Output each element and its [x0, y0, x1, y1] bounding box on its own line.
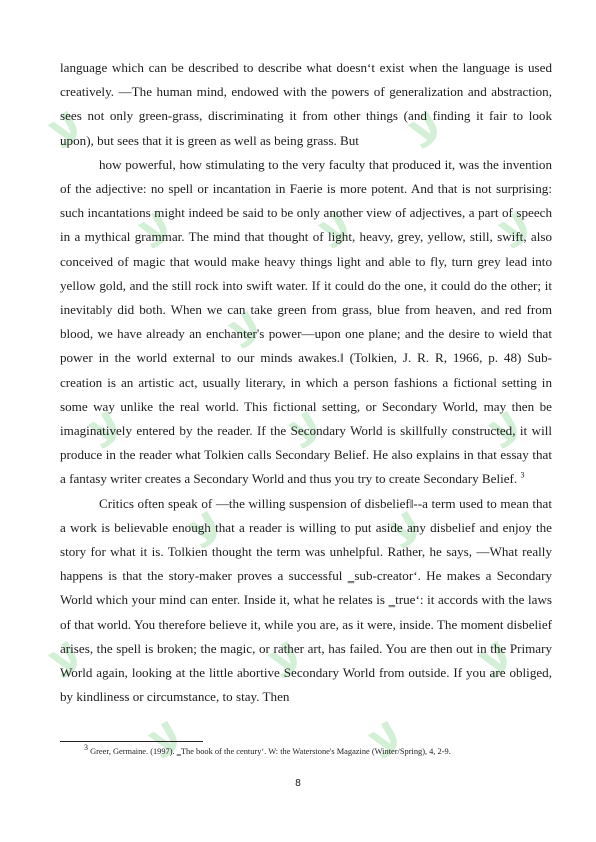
paragraph-2 — [60, 153, 552, 492]
footnote-divider — [60, 741, 203, 742]
svg-text:ﻻ: ﻻ — [262, 633, 311, 689]
footnote — [84, 743, 554, 757]
svg-text:ﻻ: ﻻ — [182, 503, 231, 559]
footnote-reference: 3 — [520, 471, 525, 481]
paragraph-2-text: how powerful, how stimulating to the very faculty that produced it, was the invention of the adjective: no spell or incantation in Faerie is more potent. And that is not surprising: such incantations might indeed be said to be only another view of adjectives, a part of speech in a mythical grammar. The mind that thought of light, heavy, grey, yellow, still, swift, also conceived of magic that would make heavy things light and able to fly, turn grey lead into yellow gold, and the still rock into swift water. If it could do the one, it could do the other; it inevitably did both. When we can take green from grass, blue from heaven, and red from blood, we have already an enchanter's power—upon one plane; and the desire to wield that power in the world external to our minds awakes.‖ (Tolkien, J. R. R, 1966, p. 48) Sub-creation is an artistic act, usually literary, in which a person fashions a fictional setting in some way unlike the real world. This fictional setting, or Secondary World, may then be imaginatively entered by the reader. If the Secondary World is skillfully constructed, it will produce in the reader what Tolkien calls Secondary Belief. He also explains in that essay that a fantasy writer creates a Secondary World and thus you try to create Secondary Belief. — [60, 156, 552, 487]
svg-text:ﻻ: ﻻ — [282, 403, 331, 459]
svg-text:ﻻ: ﻻ — [42, 103, 91, 159]
svg-text:ﻻ: ﻻ — [492, 203, 541, 259]
page-number: 8 — [294, 778, 302, 789]
svg-text:ﻻ: ﻻ — [362, 713, 411, 769]
svg-text:ﻻ: ﻻ — [482, 403, 531, 459]
svg-text:ﻻ: ﻻ — [402, 103, 451, 159]
svg-text:ﻻ: ﻻ — [132, 203, 181, 259]
paragraph-1: language which can be described to describe what doesn‘t exist when the language is used creatively. ―The human mind, endowed with the powers of generalization and abstraction, sees not only green-grass, discriminating it from other things (and finding it fair to look upon), but sees that it is green as well as being grass. But — [60, 60, 552, 148]
paragraph-3: Critics often speak of ―the willing suspension of disbelief‖--a term used to mean that a work is believable enough that a reader is willing to put aside any disbelief and enjoy the story for what it is. Tolkien thought the term was unhelpful. Rather, he says, ―What really happens is that the story-maker proves a successful ‗sub-creator‘. He makes a Secondary World which your mind can enter. Inside it, what he relates is ‗true‘: it accords with the laws of that world. You therefore believe it, while you are, as it were, inside. The moment disbelief arises, the spell is broken; the magic, or rather art, has failed. You are then out in the Primary World again, looking at the little abortive Secondary World from outside. If you are obliged, by kindliness or circumstance, to stay. Then — [60, 495, 552, 705]
svg-text:ﻻ: ﻻ — [382, 503, 431, 559]
svg-text:ﻻ: ﻻ — [142, 713, 191, 769]
svg-text:ﻻ: ﻻ — [222, 303, 271, 359]
svg-text:ﻻ: ﻻ — [472, 633, 521, 689]
svg-text:ﻻ: ﻻ — [42, 633, 91, 689]
body-text — [60, 56, 552, 709]
footnote-text: Greer, Germaine. (1997). ‗The book of the century‘. W: the Waterstone's Magazine (Winter/Spring), 4, 2-9. — [90, 747, 451, 756]
footnote-marker: 3 — [84, 743, 88, 753]
svg-text:ﻻ: ﻻ — [312, 203, 361, 259]
svg-text:ﻻ: ﻻ — [82, 403, 131, 459]
